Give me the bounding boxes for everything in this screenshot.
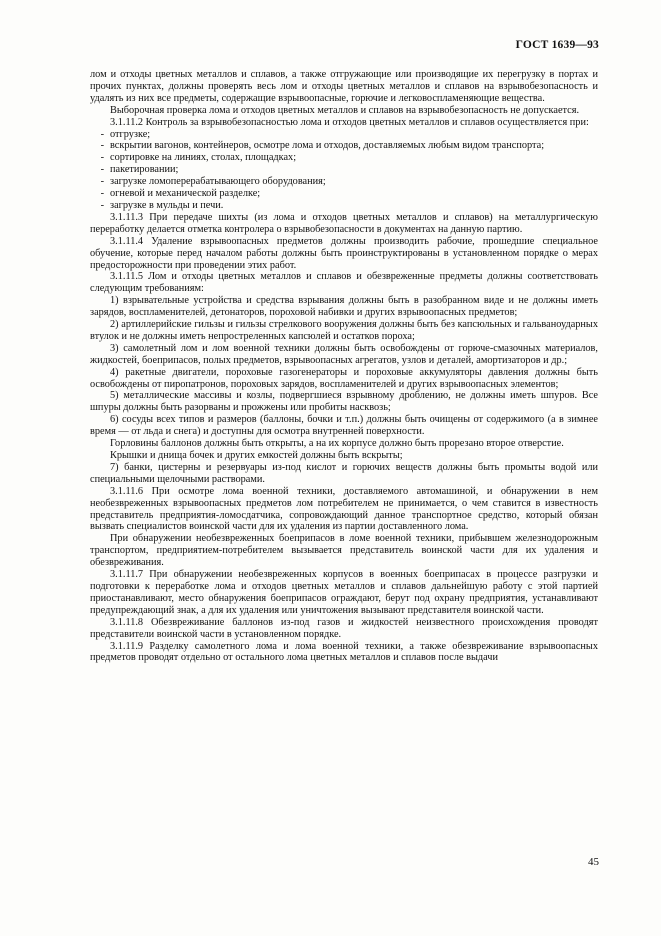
paragraph: 6) сосуды всех типов и размеров (баллоны, бочки и т.п.) должны быть очищены от содержимого (а в зимнее время — от льда и снега) и доступны для осмотра внутренней поверхности.: [90, 414, 598, 438]
paragraph-continuation: лом и отходы цветных металлов и сплавов, а также отгружающие или производящие их перегрузку в портах и прочих пунктах, должны проверять весь лом и отходы цветных металлов и сплавов на взрывобезопасность и удалять из них все предметы, содержащие взрывоопасные, горючие и легковоспламеняющие вещества.: [90, 69, 598, 104]
paragraph: 3.1.11.7 При обнаружении необезвреженных корпусов в военных боеприпасах в процессе разгрузки и подготовки к переработке лома и отходов цветных металлов и сплавов дальнейшую работу с этой партией приостанавливают, место обнаружения боеприпасов ограждают, берут под охрану предприятия, устанавливают предупреждающий знак, а для их удаления или уничтожения вызывают представителя воинской части.: [90, 569, 598, 616]
paragraph: 3.1.11.2 Контроль за взрывобезопасностью лома и отходов цветных металлов и сплавов осуществляется при:: [110, 116, 589, 128]
list-item: [90, 129, 598, 141]
paragraph: Выборочная проверка лома и отходов цветных металлов и сплавов на взрывобезопасность не допускается.: [110, 104, 580, 116]
paragraph: 1) взрывательные устройства и средства взрывания должны быть в разобранном виде и не должны иметь зарядов, воспламенителей, детонаторов, пороховой набивки и других взрывоопасных предметов;: [90, 295, 598, 319]
list-item-text: отгрузке;: [110, 128, 151, 140]
paragraph: При обнаружении необезвреженных боеприпасов в ломе военной техники, прибывшем железнодорожным транспортом, предприятием-потребителем вызывается представитель воинской части для их удаления и обезвреживания.: [90, 533, 598, 569]
paragraph: Горловины баллонов должны быть открыты, а на их корпусе должно быть прорезано второе отверстие.: [110, 438, 564, 450]
paragraph: 3.1.11.6 При осмотре лома военной техники, доставляемого автомашиной, и обнаружении в нем необезвреженных взрывоопасных предметов лом потребителем не принимается, о чем ставится в известность представитель предприятия-ломосдатчика, сопровождающий данное транспортное средство, который обязан вызвать специалистов воинской части для их удаления из партии доставленного лома.: [90, 485, 598, 533]
list-item: [90, 188, 598, 200]
list-item-text: загрузке ломоперерабатывающего оборудования;: [110, 176, 326, 188]
paragraph: 3) самолетный лом и лом военной техники должны быть освобождены от горюче-смазочных материалов, жидкостей, боеприпасов, полых предметов, взрывоопасных агрегатов, узлов и деталей, амортизаторов и др.;: [90, 342, 598, 366]
list-item: [90, 140, 598, 152]
list-item-text: загрузке в мульды и печи.: [110, 199, 224, 211]
paragraph: 3.1.11.8 Обезвреживание баллонов из-под газов и жидкостей неизвестного происхождения проводят представители воинской части в установленном порядке.: [90, 616, 598, 640]
paragraph: 3.1.11.9 Разделку самолетного лома и лома военной техники, а также обезвреживание взрывоопасных предметов проводят отдельно от остального лома цветных металлов и сплавов после выдачи: [90, 640, 598, 664]
list-item-text: пакетировании;: [110, 164, 179, 176]
paragraph: 5) металлические массивы и козлы, подвергшиеся взрывному дроблению, не должны иметь шпуров. Все шпуры должны быть разорваны и прожжены или пробиты насквозь;: [90, 390, 598, 414]
paragraph: 2) артиллерийские гильзы и гильзы стрелкового вооружения должны быть без капсюльных и гальваноударных втулок и не должны иметь непростреленных капсюлей и остатков пороха;: [90, 319, 598, 342]
list-item-text: вскрытии вагонов, контейнеров, осмотре лома и отходов, доставляемых любым видом транспорта;: [110, 140, 545, 152]
paragraph: 3.1.11.5 Лом и отходы цветных металлов и сплавов и обезвреженные предметы должны соответствовать следующим требованиям:: [90, 271, 598, 295]
paragraph: Крышки и днища бочек и других емкостей должны быть вскрыты;: [110, 450, 403, 461]
list-item-text: огневой и механической разделке;: [110, 188, 261, 200]
list-dash: -: [100, 164, 104, 176]
list-item: [90, 152, 598, 164]
document-code: ГОСТ 1639—93: [515, 39, 599, 51]
list-item: [90, 200, 598, 212]
list-dash: -: [100, 188, 104, 200]
list-dash: -: [100, 176, 104, 188]
paragraph: 3.1.11.3 При передаче шихты (из лома и отходов цветных металлов и сплавов) на металлургическую переработку делается отметка контролера о взрывобезопасности в документах на данную партию.: [90, 211, 598, 235]
paragraph: 3.1.11.4 Удаление взрывоопасных предметов должны производить рабочие, прошедшие специальное обучение, которые перед началом работы должны быть проинструктированы в установленном порядке о мерах предосторожности при проведении этих работ.: [90, 235, 598, 271]
list-dash: -: [100, 140, 104, 152]
list-dash: -: [100, 199, 104, 211]
page-number: 45: [588, 856, 599, 868]
document-body: [90, 69, 598, 664]
list-item: [90, 164, 598, 176]
paragraph: 4) ракетные двигатели, пороховые газогенераторы и пороховые аккумуляторы давления должны быть освобождены от пиропатронов, пороховых зарядов, воспламенителей и других взрывоопасных элементов;: [90, 366, 598, 390]
list-item: [90, 176, 598, 188]
paragraph: 7) банки, цистерны и резервуары из-под кислот и горючих веществ должны быть промыты водой или специальными щелочными растворами.: [90, 461, 598, 485]
list-dash: -: [100, 152, 104, 164]
list-dash: -: [100, 128, 104, 140]
list-item-text: сортировке на линиях, столах, площадках;: [110, 152, 297, 164]
